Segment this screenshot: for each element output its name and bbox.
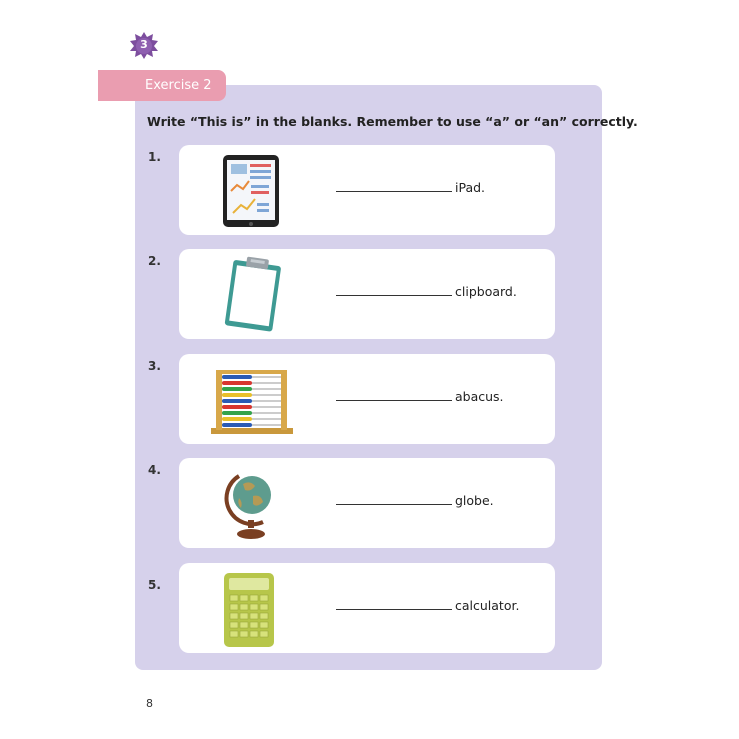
item-word: globe. xyxy=(455,493,494,508)
item-card xyxy=(179,354,555,444)
item-card xyxy=(179,458,555,548)
item-number: 3. xyxy=(148,359,161,373)
item-card xyxy=(179,563,555,653)
item-card xyxy=(179,145,555,235)
item-word: abacus. xyxy=(455,389,504,404)
unit-badge xyxy=(128,29,160,61)
answer-blank[interactable] xyxy=(336,191,452,192)
item-word: clipboard. xyxy=(455,284,517,299)
answer-blank[interactable] xyxy=(336,295,452,296)
calculator-icon xyxy=(215,569,295,647)
item-number: 2. xyxy=(148,254,161,268)
ipad-icon xyxy=(215,151,295,229)
answer-blank[interactable] xyxy=(336,400,452,401)
item-word: iPad. xyxy=(455,180,486,195)
instructions: Write “This is” in the blanks. Remember to use “a” or “an” correctly. xyxy=(147,114,638,129)
answer-blank[interactable] xyxy=(336,504,452,505)
exercise-title: Exercise 2 xyxy=(98,70,226,101)
unit-number: 3 xyxy=(140,38,148,51)
item-card xyxy=(179,249,555,339)
item-word: calculator. xyxy=(455,598,520,613)
item-number: 1. xyxy=(148,150,161,164)
item-number: 4. xyxy=(148,463,161,477)
clipboard-icon xyxy=(215,255,295,333)
answer-blank[interactable] xyxy=(336,609,452,610)
item-number: 5. xyxy=(148,578,161,592)
page-number: 8 xyxy=(146,697,153,710)
globe-icon xyxy=(215,464,295,542)
abacus-icon xyxy=(207,360,297,438)
